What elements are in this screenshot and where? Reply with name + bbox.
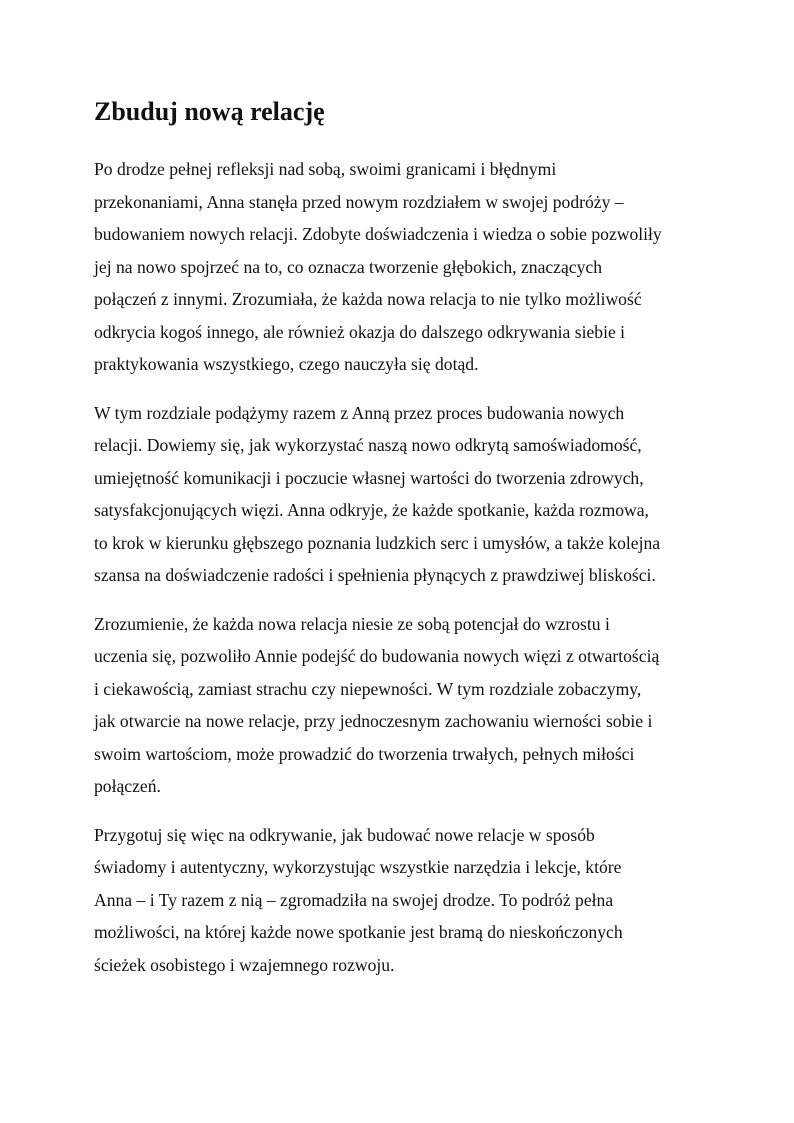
paragraph-3	[94, 608, 710, 803]
text-line: Przygotuj się więc na odkrywanie, jak budować nowe relacje w sposób	[94, 824, 595, 845]
page-title: Zbuduj nową relację	[94, 97, 325, 126]
text-line: szansa na doświadczenie radości i spełnienia płynących z prawdziwej bliskości.	[94, 565, 656, 585]
text-line: i ciekawością, zamiast strachu czy niepewności. W tym rozdziale zobaczymy,	[94, 678, 642, 699]
document-body	[94, 96, 710, 997]
paragraph-2	[94, 397, 710, 592]
text-line: W tym rozdziale podążymy razem z Anną przez proces budowania nowych	[94, 402, 625, 423]
text-line: praktykowania wszystkiego, czego nauczyła się dotąd.	[94, 354, 479, 374]
text-line: świadomy i autentyczny, wykorzystując wszystkie narzędzia i lekcje, które	[94, 857, 622, 877]
text-line: Zrozumienie, że każda nowa relacja niesie ze sobą potencjał do wzrostu i	[94, 613, 610, 634]
paragraph-4	[94, 819, 710, 982]
paragraph-1	[94, 153, 710, 381]
text-line: uczenia się, pozwoliło Annie podejść do budowania nowych więzi z otwartością	[94, 646, 660, 666]
text-line: przekonaniami, Anna stanęła przed nowym rozdziałem w swojej podróży –	[94, 191, 624, 212]
text-line: satysfakcjonujących więzi. Anna odkryje, że każde spotkanie, każda rozmowa,	[94, 500, 649, 520]
text-line: jej na nowo spojrzeć na to, co oznacza tworzenie głębokich, znaczących	[94, 256, 603, 277]
text-line: ścieżek osobistego i wzajemnego rozwoju.	[94, 954, 395, 975]
text-line: jak otwarcie na nowe relacje, przy jednoczesnym zachowaniu wierności sobie i	[94, 711, 653, 731]
text-line: to krok w kierunku głębszego poznania ludzkich serc i umysłów, a także kolejna	[94, 532, 661, 553]
text-line: Anna – i Ty razem z nią – zgromadziła na swojej drodze. To podróż pełna	[94, 889, 614, 910]
text-line: swoim wartościom, może prowadzić do tworzenia trwałych, pełnych miłości	[94, 743, 635, 764]
text-line: połączeń.	[94, 776, 161, 796]
paragraph-list	[94, 153, 710, 981]
text-line: możliwości, na której każde nowe spotkanie jest bramą do nieskończonych	[94, 922, 623, 942]
text-line: umiejętność komunikacji i poczucie własnej wartości do tworzenia zdrowych,	[94, 467, 644, 488]
text-line: Po drodze pełnej refleksji nad sobą, swoimi granicami i błędnymi	[94, 159, 557, 179]
text-line: relacji. Dowiemy się, jak wykorzystać naszą nowo odkrytą samoświadomość,	[94, 435, 642, 455]
text-line: odkrycia kogoś innego, ale również okazja do dalszego odkrywania siebie i	[94, 321, 626, 342]
text-line: połączeń z innymi. Zrozumiała, że każda nowa relacja to nie tylko możliwość	[94, 289, 642, 309]
text-line: budowaniem nowych relacji. Zdobyte doświadczenia i wiedza o sobie pozwoliły	[94, 224, 662, 244]
